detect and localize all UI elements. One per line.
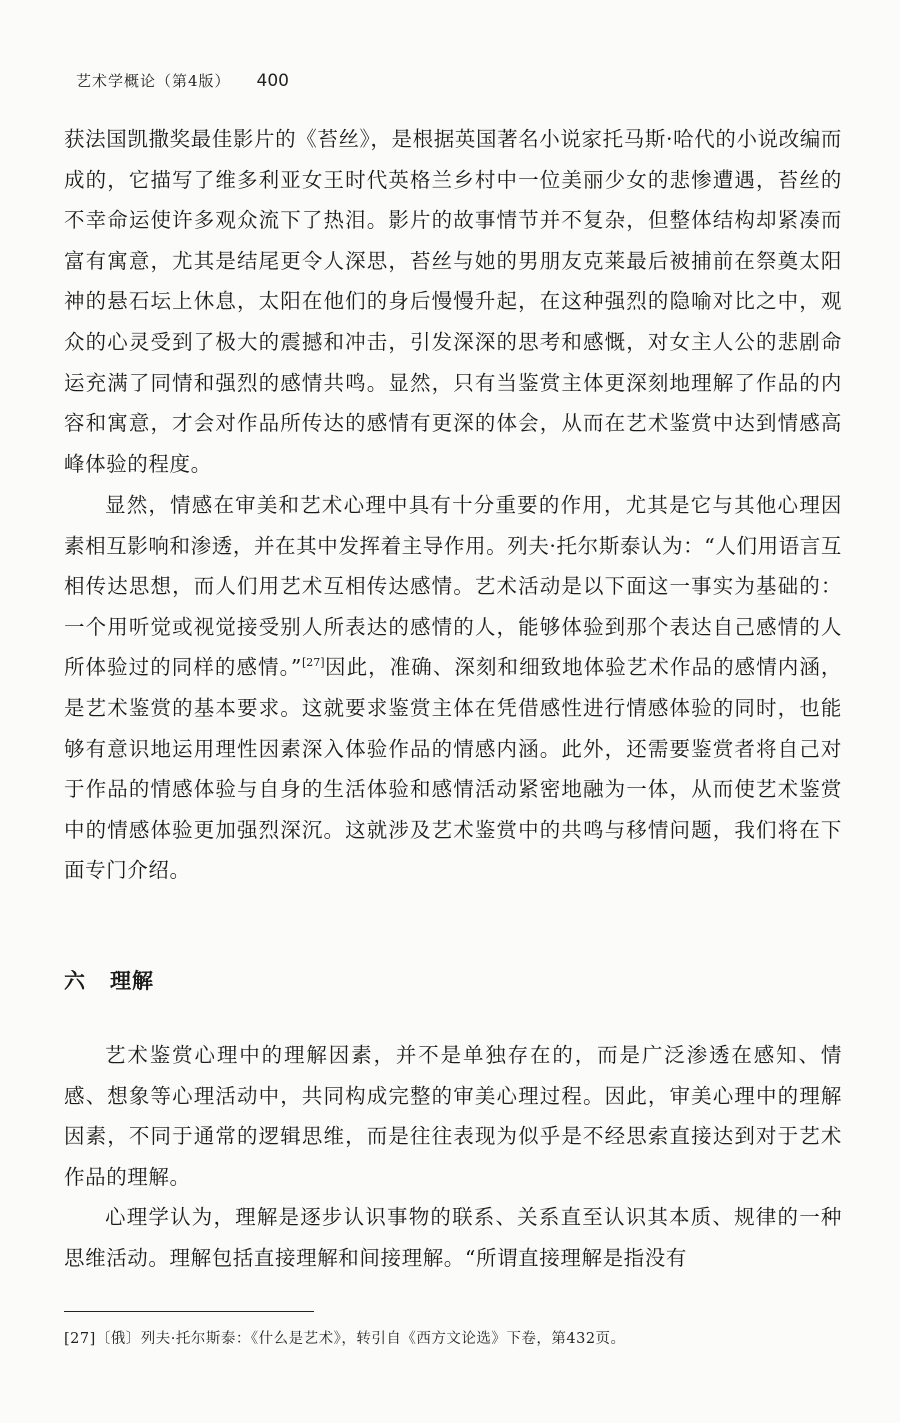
footnote: [27]〔俄〕列夫·托尔斯泰：《什么是艺术》，转引自《西方文论选》下卷，第432页。 — [64, 1331, 626, 1347]
paragraph: 心理学认为，理解是逐步认识事物的联系、关系直至认识其本质、规律的一种思维活动。理解包括直接理解和间接理解。“所谓直接理解是指没有 — [64, 1205, 842, 1270]
paragraph: 艺术鉴赏心理中的理解因素，并不是单独存在的，而是广泛渗透在感知、情感、想象等心理活动中，共同构成完整的审美心理过程。因此，审美心理中的理解因素，不同于通常的逻辑思维，而是往往表现为似乎是不经思索直接达到对于艺术作品的理解。 — [64, 1043, 842, 1189]
section-heading — [64, 965, 154, 995]
text-block-top — [64, 119, 842, 484]
footnote-reference[interactable]: [27] — [301, 656, 325, 670]
text-block-middle — [64, 485, 842, 891]
paragraph — [64, 485, 842, 891]
book-title: 艺术学概论（第4版） — [76, 72, 231, 90]
section-number: 六 — [64, 968, 86, 993]
section-title: 理解 — [110, 968, 154, 993]
page-number: 400 — [256, 71, 289, 91]
text-block-section — [64, 1035, 842, 1279]
paragraph: 获法国凯撒奖最佳影片的《苔丝》，是根据英国著名小说家托马斯·哈代的小说改编而成的，它描写了维多利亚女王时代英格兰乡村中一位美丽少女的悲惨遭遇，苔丝的不幸命运使许多观众流下了热泪。影片的故事情节并不复杂，但整体结构却紧凑而富有寓意，尤其是结尾更令人深思，苔丝与她的男朋友克莱最后被捕前在祭奠太阳神的悬石坛上休息，太阳在他们的身后慢慢升起，在这种强烈的隐喻对比之中，观众的心灵受到了极大的震撼和冲击，引发深深的思考和感慨，对女主人公的悲剧命运充满了同情和强烈的感情共鸣。显然，只有当鉴赏主体更深刻地理解了作品的内容和寓意，才会对作品所传达的感情有更深的体会，从而在艺术鉴赏中达到情感高峰体验的程度。 — [64, 127, 842, 476]
paragraph-text: 显然，情感在审美和艺术心理中具有十分重要的作用，尤其是它与其他心理因素相互影响和渗透，并在其中发挥着主导作用。列夫·托尔斯泰认为：“人们用语言互相传达思想，而人们用艺术互相传达感情。艺术活动是以下面这一事实为基础的：一个用听觉或视觉接受别人所表达的感情的人，能够体验到那个表达自己感情的人所体验过的同样的感情。” — [64, 493, 842, 680]
paragraph-text: 因此，准确、深刻和细致地体验艺术作品的感情内涵，是艺术鉴赏的基本要求。这就要求鉴赏主体在凭借感性进行情感体验的同时，也能够有意识地运用理性因素深入体验作品的情感内涵。此外，还需要鉴赏者将自己对于作品的情感体验与自身的生活体验和感情活动紧密地融为一体，从而使艺术鉴赏中的情感体验更加强烈深沉。这就涉及艺术鉴赏中的共鸣与移情问题，我们将在下面专门介绍。 — [64, 655, 842, 883]
running-head — [76, 70, 289, 91]
footnote-divider — [64, 1311, 314, 1312]
